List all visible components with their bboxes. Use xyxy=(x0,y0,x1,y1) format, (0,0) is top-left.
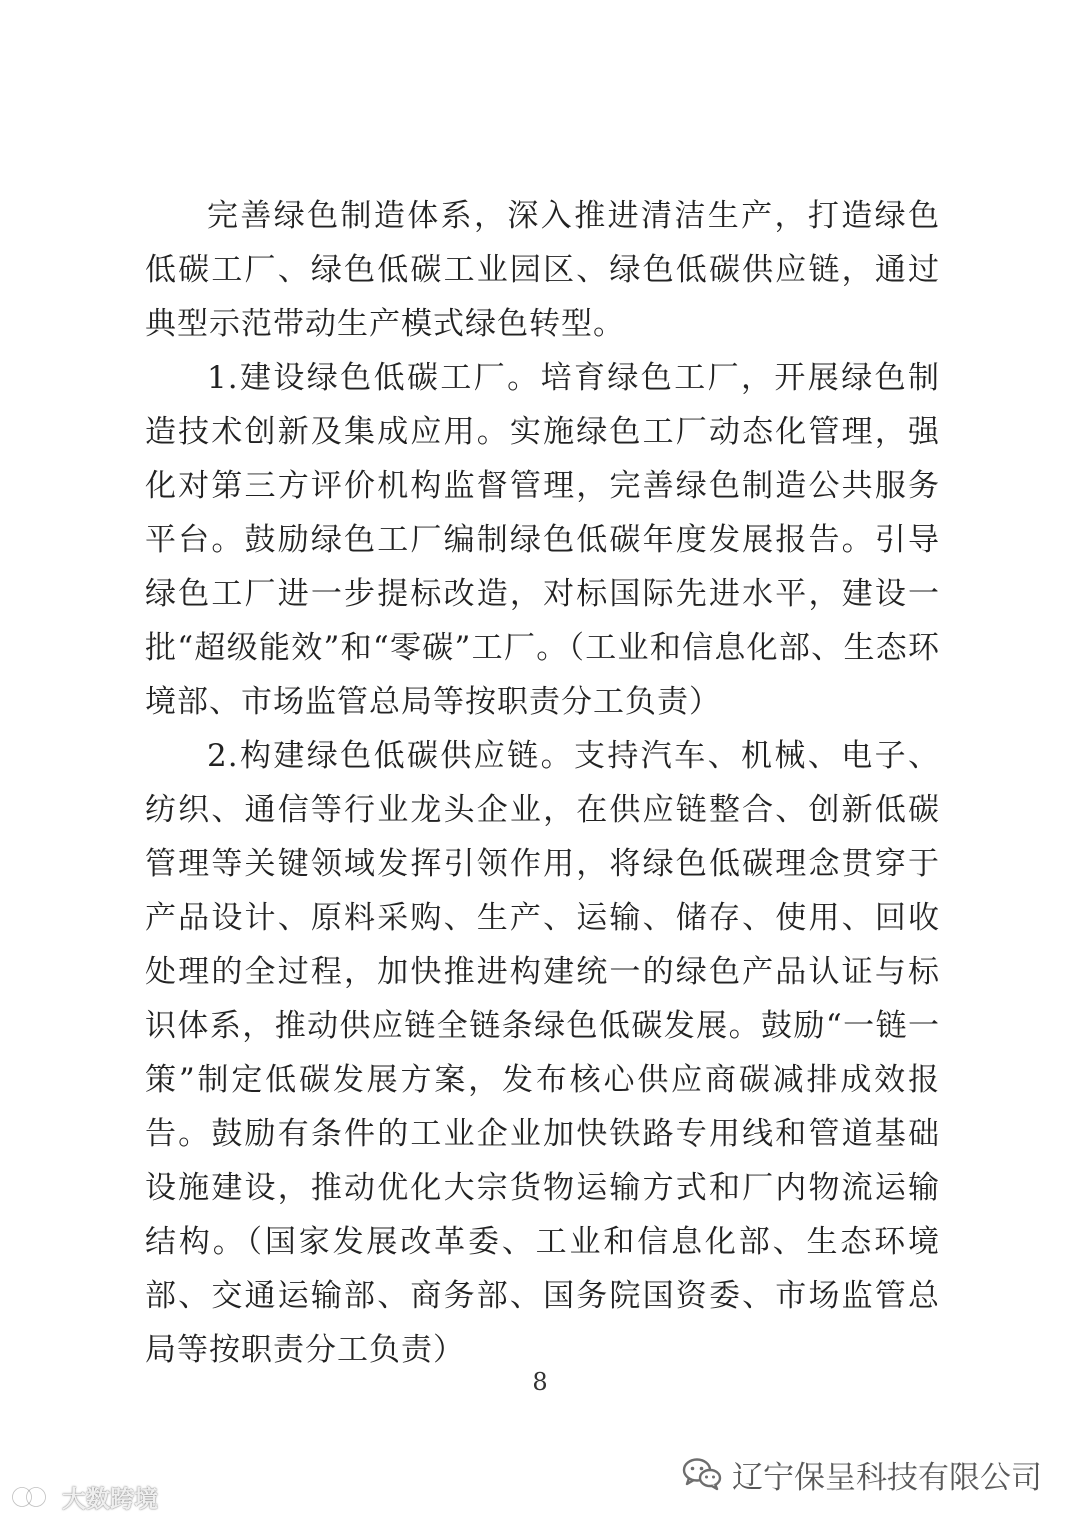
paragraph-green-supply-chain: 2.构建绿色低碳供应链。支持汽车、机械、电子、纺织、通信等行业龙头企业，在供应链整合、创新低碳管理等关键领域发挥引领作用，将绿色低碳理念贯穿于产品设计、原料采购、生产、运输、储存、使用、回收处理的全过程，加快推进构建统一的绿色产品认证与标识体系，推动供应链全链条绿色低碳发展。鼓励“一链一策”制定低碳发展方案，发布核心供应商碳减排成效报告。鼓励有条件的工业企业加快铁路专用线和管道基础设施建设，推动优化大宗货物运输方式和厂内物流运输结构。（国家发展改革委、工业和信息化部、生态环境部、交通运输部、商务部、国务院国资委、市场监管总局等按职责分工负责） xyxy=(145,738,940,1368)
paragraph-green-factory: 1.建设绿色低碳工厂。培育绿色工厂，开展绿色制造技术创新及集成应用。实施绿色工厂动态化管理，强化对第三方评价机构监督管理，完善绿色制造公共服务平台。鼓励绿色工厂编制绿色低碳年度发展报告。引导绿色工厂进一步提标改造，对标国际先进水平，建设一批“超级能效”和“零碳”工厂。（工业和信息化部、生态环境部、市场监管总局等按职责分工负责） xyxy=(145,360,940,720)
wechat-icon xyxy=(682,1457,722,1491)
document-body xyxy=(145,189,940,1377)
wechat-account-badge xyxy=(682,1452,1042,1496)
page-number: 8 xyxy=(532,1368,548,1396)
paragraph-intro: 完善绿色制造体系，深入推进清洁生产，打造绿色低碳工厂、绿色低碳工业园区、绿色低碳供应链，通过典型示范带动生产模式绿色转型。 xyxy=(145,198,940,342)
watermark xyxy=(10,1479,158,1514)
watermark-text: 大数跨境 xyxy=(62,1485,158,1513)
watermark-logo-icon xyxy=(10,1484,58,1510)
wechat-account-name: 辽宁保呈科技有限公司 xyxy=(732,1459,1042,1496)
